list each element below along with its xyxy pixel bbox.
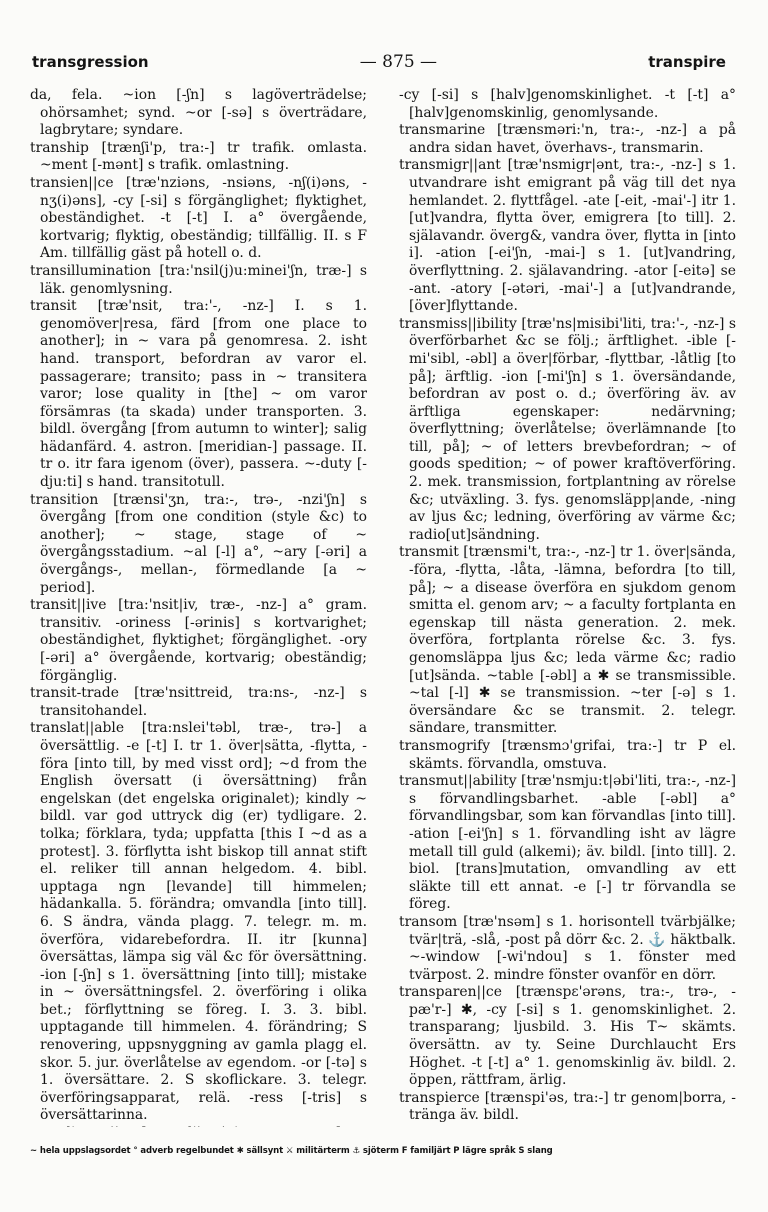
page-number: — 875 — bbox=[359, 52, 438, 72]
dictionary-entry: transit-trade [træ'nsittreid, tra:ns-, -nz-] s transitohandel. bbox=[30, 685, 367, 719]
dictionary-entry: transit||ive [tra:'nsit|iv, træ-, -nz-] a° gram. transitiv. -oriness [-ərinis] s kortvarighet; obeständighet, flyktighet; förgänglighet. -ory [-əri] a° övergående, kortvarig; obeständig; förgänglig. bbox=[30, 597, 367, 684]
left-guide-word: transgression bbox=[32, 53, 149, 71]
symbol-legend: ~ hela uppslagsordet ° adverb regelbundet ✱ sällsynt ⚔ militärterm ⚓ sjöterm F familjärt P lägre språk S slang bbox=[30, 1146, 553, 1156]
dictionary-entry: transmut||ability [træ'nsmju:t|əbi'liti, tra:-, -nz-] s förvandlingsbarhet. -able [-əbl] a° förvandlingsbar, som kan förvandlas [into till]. -ation [-ei'ʃn] s 1. förvandling isht av lägre metall till guld (alkemi); äv. bildl. [into till]. 2. biol. [trans]mutation, omvandling av ett släkte till ett annat. -e [-] tr förvandla se föreg. bbox=[399, 773, 736, 913]
dictionary-entry: tranship [trænʃi'p, tra:-] tr trafik. omlasta. ~ment [-mənt] s trafik. omlastning. bbox=[30, 139, 367, 174]
dictionary-entry: da, fela. ~ion [-ʃn] s lagöverträdelse; ohörsamhet; synd. ~or [-sə] s överträdare, lagbrytare; syndare. bbox=[30, 87, 367, 139]
right-column bbox=[399, 87, 736, 1127]
dictionary-entry: transom [træ'nsəm] s 1. horisontell tvärbjälke; tvär|trä, -slå, -post på dörr &c. 2. ⚓ häktbalk. ~-window [-wi'ndou] s 1. fönster med tvärpost. 2. mindre fönster ovanför en dörr. bbox=[399, 913, 736, 983]
dictionary-entry: transit [træ'nsit, tra:'-, -nz-] I. s 1. genomöver|resa, färd [from one place to another]; in ~ vara på genomresa. 2. isht hand. transport, befordran av varor el. passagerare; transito; pass in ~ transitera varor; lose quality in [the] ~ om varor försämras (ta skada) under transporten. 3. bildl. övergång [from autumn to winter]; salig hädanfärd. 4. astron. [meridian-] passage. II. tr o. itr fara igenom (över), passera. ~-duty [-dju:ti] s hand. transitotull. bbox=[30, 298, 367, 491]
page-header bbox=[32, 52, 726, 80]
dictionary-entry: transpierce [trænspi'əs, tra:-] tr genom|borra, -tränga äv. bildl. bbox=[399, 1089, 736, 1124]
dictionary-entry: -cy [-si] s [halv]genomskinlighet. -t [-t] a° [halv]genomskinlig, genomlysande. bbox=[399, 87, 736, 121]
right-guide-word: transpire bbox=[648, 53, 726, 71]
dictionary-entry: transmigr||ant [træ'nsmigr|ənt, tra:-, -nz-] s 1. utvandrare isht emigrant på väg till det nya hemlandet. 2. flyttfågel. -ate [-eit, -mai'-] itr 1. [ut]vandra, flytta över, emigrera [to till]. 2. själavandr. överg&, vandra över, flytta in [into i]. -ation [-ei'ʃn, -mai-] s 1. [ut]vandring, överflyttning. 2. själavandring. -ator [-eitə] se -ant. -atory [-ətəri, -mai'-] a [ut]vandrande, [över]flyttande. bbox=[399, 157, 736, 315]
dictionary-entry: transition [trænsi'ʒn, tra:-, trə-, -nzi'ʃn] s övergång [from one condition (style &c) to another]; ~ stage, stage of ~ övergångsstadium. ~al [-l] a°, ~ary [-əri] a övergångs-, mellan-, förmedlande [a ~ period]. bbox=[30, 491, 367, 596]
dictionary-entry: transmarine [trænsməri:'n, tra:-, -nz-] a på andra sidan havet, överhavs-, transmarin. bbox=[399, 122, 736, 156]
left-column bbox=[30, 87, 367, 1127]
dictionary-entry: transien||ce [træ'nziəns, -nsiəns, -nʃ(i)əns, -nʒ(i)əns], -cy [-si] s förgänglighet; flyktighet, obeständighet. -t [-t] I. a° övergående, kortvarig; flyktig, obeständig; tillfällig. II. s F Am. tillfällig gäst på hotell o. d. bbox=[30, 174, 367, 262]
dictionary-entry: transmiss||ibility [træ'ns|misibi'liti, tra:'-, -nz-] s överförbarhet &c se följ.; ärftlighet. -ible [-mi'sibl, -əbl] a över|förbar, -flyttbar, -låtlig [to på]; ärftlig. -ion [-mi'ʃn] s 1. översändande, befordran av post o. d.; överföring äv. av ärftliga egenskaper: nedärvning; överflyttning; överlåtelse; överlämnande [to till, på]; ~ of letters brevbefordran; ~ of goods spedition; ~ of power kraftöverföring. 2. mek. transmission, fortplantning av rörelse &c; utväxling. 3. fys. genomsläpp|ande, -ning av ljus &c; ledning, överföring av värme &c; radio[ut]sändning. bbox=[399, 315, 736, 543]
dictionary-entry: translat||able [tra:nslei'təbl, træ-, trə-] a översättlig. -e [-t] I. tr 1. över|sätta, -flytta, -föra [into till, by med visst ord]; ~d from the English översatt (i översättning) från engelskan (det engelska originalet); kindly ~ bildl. var god uttryck dig (er) tydligare. 2. tolka; förklara, tyda; uppfatta [this I ~d as a protest]. 3. förflytta isht biskop till annat stift el. reliker till annan helgedom. 4. bibl. upptaga ngn [levande] till himmelen; hädankalla. 5. förändra; omvandla [into till]. 6. S ändra, vända plagg. 7. telegr. m. m. överföra, vidarebefordra. II. itr [kunna] översättas, lämpa sig väl &c för översättning. -ion [-ʃn] s 1. översättning [into till]; mistake in ~ översättningsfel. 2. överföring i olika bet.; förflyttning se föreg. I. 3. 3. bibl. upptagande till himmelen. 4. förändring; S renovering, uppsnyggning av gamla plagg el. skor. 5. jur. överlåtelse av egendom. -or [-tə] s 1. översättare. 2. S skoflickare. 3. telegr. överföringsapparat, relä. -ress [-tris] s översättarinna. bbox=[30, 720, 367, 1124]
dictionary-entry: transparen||ce [trænspɛ'ərəns, tra:-, trə-, -pæ'r-] ✱, -cy [-si] s 1. genomskinlighet. 2. transparang; ljusbild. 3. His T~ skämts. översättn. av ty. Seine Durchlaucht Ers Höghet. -t [-t] a° 1. genomskinlig äv. bildl. 2. öppen, rättfram, ärlig. bbox=[399, 984, 736, 1089]
entry-columns bbox=[30, 87, 736, 1127]
dictionary-entry: transmogrify [trænsmɔ'grifai, tra:-] tr P el. skämts. förvandla, omstuva. bbox=[399, 737, 736, 772]
dictionary-entry bbox=[30, 1125, 367, 1127]
dictionary-entry: transmit [trænsmi't, tra:-, -nz-] tr 1. över|sända, -föra, -flytta, -låta, -lämna, befordra [to till, på]; ~ a disease överföra en sjukdom genom smitta el. genom arv; ~ a faculty fortplanta en egenskap till nästa generation. 2. mek. överföra, fortplanta rörelse &c. 3. fys. genomsläppa ljus &c; leda värme &c; radio [ut]sända. ~table [-əbl] a ✱ se transmissible. ~tal [-l] ✱ se transmission. ~ter [-ə] s 1. översändare &c se transmit. 2. telegr. sändare, transmitter. bbox=[399, 544, 736, 737]
dictionary-entry: transillumination [tra:'nsil(j)u:minei'ʃn, træ-] s läk. genomlysning. bbox=[30, 262, 367, 297]
